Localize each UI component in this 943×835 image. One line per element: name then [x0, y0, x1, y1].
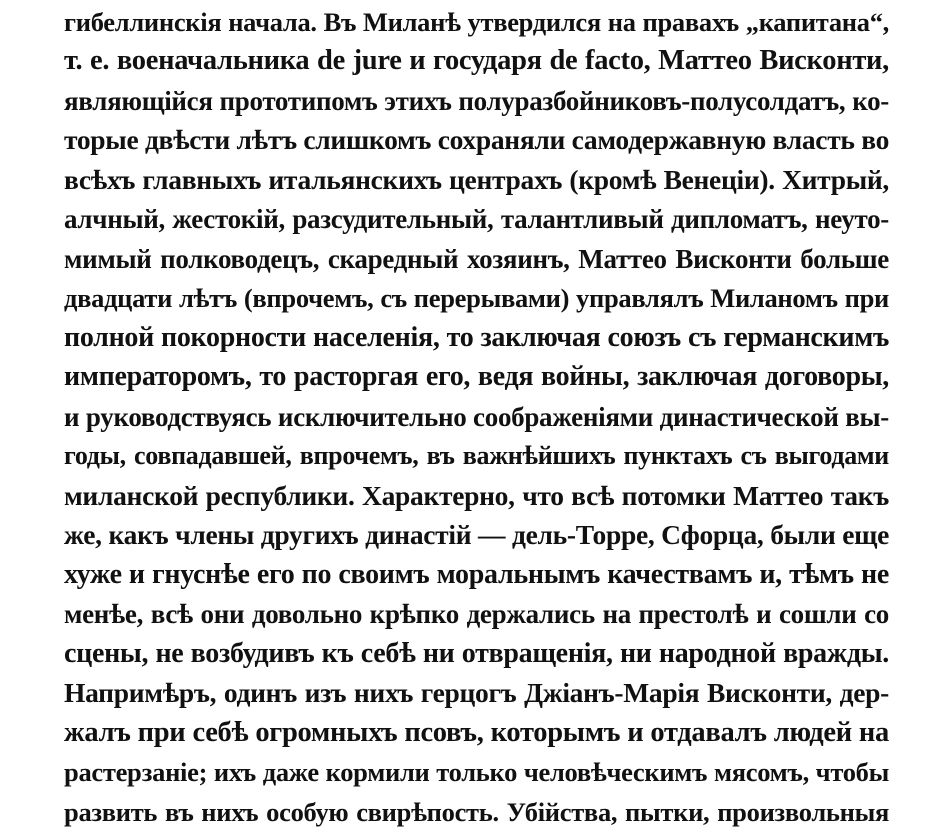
text-line: мимый полководецъ, скаредный хозяинъ, Маттео Висконти больше: [64, 244, 889, 274]
text-line: развить въ нихъ особую свирѣпость. Убійства, пытки, произвольныя: [64, 797, 889, 827]
text-line: годы, совпадавшей, впрочемъ, въ важнѣйшихъ пунктахъ съ выгодами: [64, 441, 889, 470]
text-line: менѣе, всѣ они довольно крѣпко держались на престолѣ и сошли со: [64, 599, 889, 629]
text-line: и руководствуясь исключительно соображеніями династической вы-: [64, 402, 889, 432]
text-line: императоромъ, то расторгая его, ведя войны, заключая договоры,: [64, 361, 889, 392]
text-line: жалъ при себѣ огромныхъ псовъ, которымъ и отдавалъ людей на: [64, 717, 889, 748]
text-line: растерзаніе; ихъ даже кормили только человѣческимъ мясомъ, чтобы: [64, 757, 889, 787]
text-line: алчный, жестокій, разсудительный, талантливый дипломатъ, неуто-: [64, 204, 889, 234]
text-line: миланской республики. Характерно, что всѣ потомки Маттео такъ: [64, 480, 889, 511]
text-line: хуже и гнуснѣе его по своимъ моральнымъ качествамъ и, тѣмъ не: [64, 559, 889, 590]
text-line: Напримѣръ, одинъ изъ нихъ герцогъ Джіанъ-Марія Висконти, дер-: [64, 677, 889, 708]
text-line: двадцати лѣтъ (впрочемъ, съ перерывами) управлялъ Миланомъ при: [64, 283, 889, 313]
text-line: т. е. военачальника de jure и государя de facto, Маттео Висконти,: [64, 45, 889, 76]
text-line: всѣхъ главныхъ итальянскихъ центрахъ (кромѣ Венеціи). Хитрый,: [64, 164, 889, 195]
text-line: торые двѣсти лѣтъ слишкомъ сохраняли самодержавную власть во: [64, 124, 890, 155]
text-line: являющійся прототипомъ этихъ полуразбойниковъ-полусолдатъ, ко-: [64, 86, 889, 116]
text-line: сцены, не возбудивъ къ себѣ ни отвращенія, ни народной вражды.: [64, 638, 889, 669]
text-line: же, какъ члены другихъ династій — дель-Торре, Сфорца, были еще: [64, 519, 889, 550]
text-line: гибеллинскія начала. Въ Миланѣ утвердился на правахъ „капитана“,: [64, 7, 889, 37]
text-line: полной покорности населенія, то заключая союзъ съ германскимъ: [64, 322, 889, 353]
